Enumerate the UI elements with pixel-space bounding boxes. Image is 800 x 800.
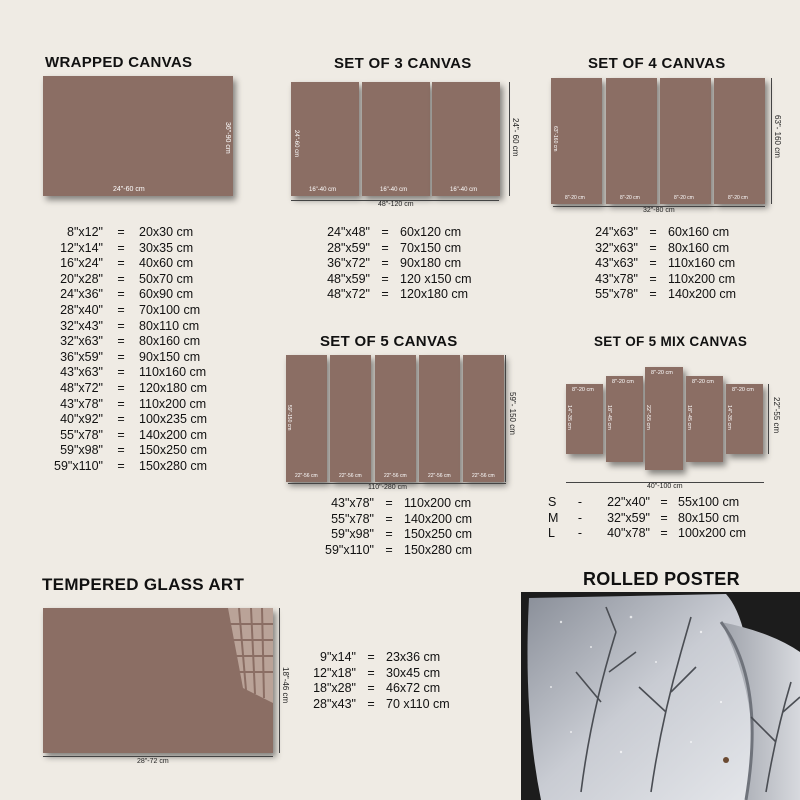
size-inches: 59"x110" bbox=[54, 458, 103, 473]
size-inches: 40"x78" bbox=[607, 526, 650, 541]
glass-size-list bbox=[300, 650, 450, 712]
size-code: M bbox=[548, 510, 559, 525]
size-row bbox=[318, 272, 472, 288]
size-inches: 48"x72" bbox=[60, 380, 103, 395]
glass-width-line bbox=[43, 756, 273, 757]
size-row bbox=[48, 443, 207, 459]
size-row bbox=[48, 397, 207, 413]
mix-panel bbox=[686, 376, 723, 462]
set3-panel bbox=[432, 82, 500, 196]
size-equals: = bbox=[385, 527, 393, 542]
size-equals: = bbox=[117, 458, 125, 473]
size-cm: 30x45 cm bbox=[386, 665, 441, 680]
size-equals: = bbox=[649, 225, 657, 239]
size-cm: 30x35 cm bbox=[139, 240, 194, 255]
mix-title: SET OF 5 MIX CANVAS bbox=[594, 334, 748, 349]
size-inches: 36"x59" bbox=[60, 349, 103, 364]
size-inches: 48"x59" bbox=[327, 271, 370, 286]
size-inches: 9"x14" bbox=[320, 650, 356, 664]
set5-panel bbox=[463, 355, 504, 482]
glass-panel bbox=[43, 608, 273, 753]
panel-size-label: 22"-56 cm bbox=[472, 473, 495, 479]
size-row bbox=[300, 681, 450, 697]
size-inches: 16"x24" bbox=[60, 256, 103, 271]
size-row bbox=[318, 241, 472, 257]
set4-height-line bbox=[771, 78, 772, 204]
size-row bbox=[48, 225, 207, 241]
size-code: S bbox=[548, 495, 557, 509]
size-inches: 18"x28" bbox=[313, 681, 356, 696]
set4-size-list bbox=[586, 225, 736, 303]
size-inches: 55"x78" bbox=[60, 427, 103, 442]
size-inches: 36"x72" bbox=[327, 256, 370, 271]
size-cm: 140x200 cm bbox=[139, 427, 208, 442]
wrapped-canvas-panel bbox=[43, 76, 233, 196]
size-equals: = bbox=[385, 496, 393, 510]
size-equals: = bbox=[367, 696, 375, 711]
size-row bbox=[48, 319, 207, 335]
panel-size-label: 8"-20 cm bbox=[692, 379, 714, 385]
wrapped-canvas-title: WRAPPED CANVAS bbox=[45, 54, 193, 71]
glass-height-line bbox=[279, 608, 280, 753]
set3-panel bbox=[291, 82, 359, 196]
set5-width-label: 110"-280 cm bbox=[368, 484, 407, 491]
size-equals: = bbox=[385, 542, 393, 557]
size-dash: - bbox=[577, 510, 583, 525]
size-inches: 59"x110" bbox=[325, 542, 374, 557]
set5-height-label: 59"- 150 cm bbox=[508, 392, 517, 435]
glass-height-label: 18"-46 cm bbox=[281, 667, 290, 704]
size-equals: = bbox=[381, 225, 389, 239]
size-inches: 28"x43" bbox=[313, 696, 356, 711]
size-equals: = bbox=[117, 334, 125, 349]
panel-size-label: 14"-35 cm bbox=[566, 405, 572, 430]
panel-size-label: 8"-20 cm bbox=[572, 387, 594, 393]
set3-size-list bbox=[318, 225, 472, 303]
size-row bbox=[48, 256, 207, 272]
size-equals: = bbox=[385, 511, 393, 526]
panel-height-label: 36"-90 cm bbox=[224, 122, 231, 154]
mix-size-list bbox=[548, 495, 746, 542]
panel-size-label: 8"-20 cm bbox=[732, 387, 754, 393]
panel-size-label: 16"-40 cm bbox=[380, 187, 408, 193]
set5-title: SET OF 5 CANVAS bbox=[320, 333, 458, 350]
size-inches: 32"x63" bbox=[595, 240, 638, 255]
mix-width-label: 40"-100 cm bbox=[647, 483, 683, 490]
size-equals: = bbox=[649, 256, 657, 271]
size-inches: 48"x72" bbox=[327, 287, 370, 302]
panel-size-label: 16"-40 cm bbox=[309, 187, 337, 193]
size-equals: = bbox=[117, 412, 125, 427]
set3-height-label: 24"- 60 cm bbox=[511, 118, 520, 157]
panel-size-label: 24"-60 cm bbox=[293, 130, 299, 158]
size-row bbox=[318, 543, 472, 559]
size-inches: 43"x63" bbox=[60, 365, 103, 380]
mix-height-line bbox=[768, 384, 769, 454]
size-inches: 24"x63" bbox=[595, 225, 638, 239]
size-inches: 55"x78" bbox=[331, 511, 374, 526]
size-cm: 150x280 cm bbox=[139, 458, 208, 473]
size-cm: 150x250 cm bbox=[139, 443, 208, 458]
size-inches: 8"x12" bbox=[67, 225, 103, 239]
size-cm: 110x200 cm bbox=[404, 496, 472, 510]
set4-panel bbox=[714, 78, 765, 204]
size-inches: 32"x59" bbox=[607, 510, 650, 525]
size-row bbox=[318, 256, 472, 272]
size-inches: 12"x18" bbox=[313, 665, 356, 680]
set4-panel bbox=[606, 78, 657, 204]
size-cm: 140x200 cm bbox=[404, 511, 473, 526]
panel-size-label: 22"-56 cm bbox=[295, 473, 318, 479]
size-code: L bbox=[548, 526, 555, 541]
size-cm: 140x200 cm bbox=[668, 287, 737, 302]
size-equals: = bbox=[117, 240, 125, 255]
size-dash: - bbox=[577, 526, 583, 541]
size-equals: = bbox=[117, 443, 125, 458]
panel-size-label: 8"-20 cm bbox=[620, 195, 640, 201]
size-row bbox=[300, 666, 450, 682]
size-equals: = bbox=[117, 396, 125, 411]
panel-size-label: 59"-150 cm bbox=[286, 405, 292, 431]
panel-size-label: 8"-20 cm bbox=[651, 370, 673, 376]
size-inches: 20"x28" bbox=[60, 271, 103, 286]
size-row bbox=[586, 225, 736, 241]
size-row bbox=[586, 256, 736, 272]
size-cm: 110x160 cm bbox=[668, 256, 736, 271]
size-cm: 80x160 cm bbox=[668, 240, 730, 255]
size-cm: 110x160 cm bbox=[139, 365, 207, 380]
size-row bbox=[586, 287, 736, 303]
size-cm: 90x180 cm bbox=[400, 256, 462, 271]
size-inches: 59"x98" bbox=[60, 443, 103, 458]
size-cm: 110x200 cm bbox=[668, 271, 736, 286]
size-equals: = bbox=[381, 256, 389, 271]
size-inches: 22"x40" bbox=[607, 495, 650, 509]
snowy-forest-icon bbox=[521, 592, 800, 800]
size-cm: 60x90 cm bbox=[139, 287, 194, 302]
size-cm: 70x100 cm bbox=[139, 302, 201, 317]
size-row bbox=[318, 496, 472, 512]
size-equals: = bbox=[367, 650, 375, 664]
panel-size-label: 14"-35 cm bbox=[726, 405, 732, 430]
size-row bbox=[300, 697, 450, 713]
panel-size-label: 16"-40 cm bbox=[450, 187, 478, 193]
size-row bbox=[48, 334, 207, 350]
size-cm: 55x100 cm bbox=[678, 495, 740, 509]
size-equals: = bbox=[117, 427, 125, 442]
set3-title: SET OF 3 CANVAS bbox=[334, 55, 472, 72]
set3-width-label: 48"-120 cm bbox=[378, 201, 414, 208]
wrapped-size-list bbox=[48, 225, 207, 475]
panel-size-label: 8"-20 cm bbox=[612, 379, 634, 385]
size-cm: 100x235 cm bbox=[139, 412, 208, 427]
set3-panel bbox=[362, 82, 430, 196]
size-inches: 59"x98" bbox=[331, 527, 374, 542]
panel-size-label: 22"-56 cm bbox=[339, 473, 362, 479]
panel-size-label: 22"-56 cm bbox=[384, 473, 407, 479]
size-equals: = bbox=[117, 287, 125, 302]
size-row bbox=[48, 241, 207, 257]
size-cm: 40x60 cm bbox=[139, 256, 194, 271]
size-inches: 12"x14" bbox=[60, 240, 103, 255]
mix-height-label: 22"-55 cm bbox=[772, 397, 781, 434]
size-row bbox=[548, 511, 746, 527]
panel-size-label: 22"-56 cm bbox=[428, 473, 451, 479]
set5-panel bbox=[419, 355, 460, 482]
panel-size-label: 8"-20 cm bbox=[728, 195, 748, 201]
mix-panel bbox=[726, 384, 763, 454]
size-row bbox=[48, 272, 207, 288]
size-row bbox=[48, 459, 207, 475]
size-equals: = bbox=[381, 271, 389, 286]
size-equals: = bbox=[117, 271, 125, 286]
size-equals: = bbox=[117, 349, 125, 364]
size-cm: 50x70 cm bbox=[139, 271, 194, 286]
panel-size-label: 18"-45 cm bbox=[686, 405, 692, 430]
size-row bbox=[548, 495, 746, 511]
poster-title: ROLLED POSTER bbox=[583, 569, 740, 589]
size-row bbox=[48, 303, 207, 319]
size-cm: 150x280 cm bbox=[404, 542, 473, 557]
size-row bbox=[586, 272, 736, 288]
set3-height-line bbox=[509, 82, 510, 196]
set5-panel bbox=[330, 355, 371, 482]
size-cm: 80x110 cm bbox=[139, 318, 200, 333]
size-equals: = bbox=[117, 302, 125, 317]
size-row bbox=[48, 350, 207, 366]
size-cm: 120x180 cm bbox=[139, 380, 208, 395]
set5-size-list bbox=[318, 496, 472, 558]
set5-panel bbox=[286, 355, 327, 482]
size-row bbox=[318, 225, 472, 241]
size-row bbox=[318, 527, 472, 543]
size-equals: = bbox=[649, 271, 657, 286]
mix-panel bbox=[566, 384, 603, 454]
size-equals: = bbox=[649, 287, 657, 302]
set4-title: SET OF 4 CANVAS bbox=[588, 55, 726, 72]
size-equals: = bbox=[117, 365, 125, 380]
size-inches: 28"x59" bbox=[327, 240, 370, 255]
size-row bbox=[48, 287, 207, 303]
panel-size-label: 18"-45 cm bbox=[606, 405, 612, 430]
size-inches: 55"x78" bbox=[595, 287, 638, 302]
size-cm: 90x150 cm bbox=[139, 349, 201, 364]
size-equals: = bbox=[381, 287, 389, 302]
size-row bbox=[48, 412, 207, 428]
panel-size-label: 63"-160 cm bbox=[552, 126, 558, 152]
size-equals: = bbox=[660, 510, 668, 525]
size-row bbox=[586, 241, 736, 257]
glass-title: TEMPERED GLASS ART bbox=[42, 575, 245, 594]
size-cm: 20x30 cm bbox=[139, 225, 194, 239]
size-equals: = bbox=[117, 225, 125, 239]
size-inches: 40"x92" bbox=[60, 412, 103, 427]
size-cm: 70x150 cm bbox=[400, 240, 462, 255]
size-equals: = bbox=[660, 526, 668, 541]
size-equals: = bbox=[117, 318, 125, 333]
size-inches: 32"x63" bbox=[60, 334, 103, 349]
size-row bbox=[318, 287, 472, 303]
size-equals: = bbox=[117, 256, 125, 271]
size-inches: 43"x78" bbox=[331, 496, 374, 510]
size-row bbox=[48, 381, 207, 397]
size-inches: 32"x43" bbox=[60, 318, 103, 333]
size-equals: = bbox=[660, 495, 668, 509]
size-equals: = bbox=[381, 240, 389, 255]
size-cm: 80x150 cm bbox=[678, 510, 740, 525]
panel-width-label: 24"-60 cm bbox=[113, 186, 145, 193]
size-cm: 46x72 cm bbox=[386, 681, 441, 696]
size-inches: 43"x78" bbox=[60, 396, 103, 411]
panel-size-label: 8"-20 cm bbox=[674, 195, 694, 201]
set4-panel bbox=[551, 78, 602, 204]
size-inches: 43"x78" bbox=[595, 271, 638, 286]
panel-size-label: 8"-20 cm bbox=[565, 195, 585, 201]
glass-reflection-icon bbox=[43, 608, 273, 753]
size-row bbox=[548, 526, 746, 542]
set5-height-line bbox=[505, 355, 506, 482]
size-dash: - bbox=[577, 495, 583, 509]
size-row bbox=[48, 365, 207, 381]
size-cm: 150x250 cm bbox=[404, 527, 473, 542]
set4-panel bbox=[660, 78, 711, 204]
size-inches: 24"x48" bbox=[327, 225, 370, 239]
size-equals: = bbox=[117, 380, 125, 395]
panel-size-label: 22"-55 cm bbox=[645, 404, 651, 430]
size-row bbox=[300, 650, 450, 666]
size-cm: 110x200 cm bbox=[139, 396, 207, 411]
size-inches: 28"x40" bbox=[60, 302, 103, 317]
size-equals: = bbox=[649, 240, 657, 255]
rolled-poster-image bbox=[521, 592, 800, 800]
size-cm: 60x120 cm bbox=[400, 225, 462, 239]
glass-width-label: 28"-72 cm bbox=[137, 758, 169, 765]
size-row bbox=[318, 512, 472, 528]
size-equals: = bbox=[367, 665, 375, 680]
mix-panel bbox=[606, 376, 643, 462]
size-equals: = bbox=[367, 681, 375, 696]
size-inches: 24"x36" bbox=[60, 287, 103, 302]
size-cm: 70 x110 cm bbox=[386, 696, 450, 711]
set4-width-label: 32"-80 cm bbox=[643, 207, 675, 214]
size-inches: 43"x63" bbox=[595, 256, 638, 271]
mix-panel bbox=[645, 367, 683, 470]
size-cm: 120 x150 cm bbox=[400, 271, 472, 286]
size-cm: 100x200 cm bbox=[678, 526, 747, 541]
set4-height-label: 63"- 160 cm bbox=[773, 115, 782, 158]
size-cm: 60x160 cm bbox=[668, 225, 730, 239]
size-cm: 80x160 cm bbox=[139, 334, 201, 349]
set5-panel bbox=[375, 355, 416, 482]
size-cm: 23x36 cm bbox=[386, 650, 441, 664]
size-row bbox=[48, 428, 207, 444]
size-cm: 120x180 cm bbox=[400, 287, 469, 302]
